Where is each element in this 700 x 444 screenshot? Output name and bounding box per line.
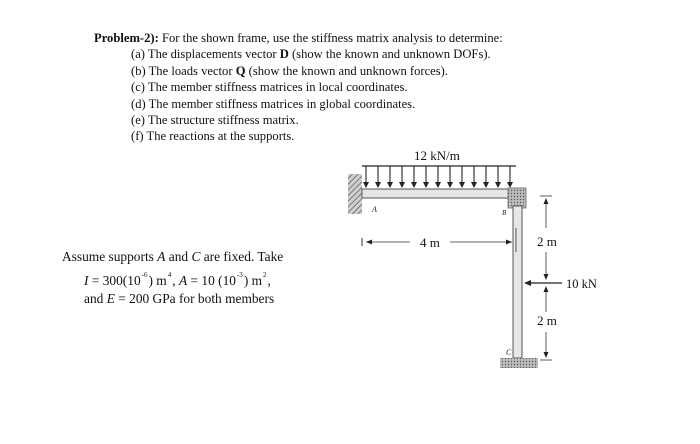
fixed-support-a-icon: [348, 174, 362, 214]
task-text: (show the known and unknown forces).: [245, 63, 448, 78]
text: are fixed. Take: [200, 249, 284, 264]
exponent: -6: [141, 271, 148, 279]
point-load-label: 10 kN: [566, 277, 597, 291]
task-text: (f) The reactions at the supports.: [131, 129, 295, 144]
assumption-line-properties: $I = 300(10^{-6})$ $m^4$, A = 10 $(10^{-3})$ $m^2$,: [84, 271, 271, 288]
task-text: (d) The member stiffness matrices in global coordinates.: [131, 96, 416, 111]
task-text: (e) The structure stiffness matrix.: [131, 113, 299, 128]
task-text: (c) The member stiffness matrices in local coordinates.: [131, 80, 408, 95]
node-a-label: A: [372, 205, 377, 214]
text: and: [165, 249, 192, 264]
text: ) m: [243, 273, 263, 288]
text: = 10 (10: [187, 273, 236, 288]
load-label: 12 kN/m: [414, 148, 460, 163]
task-text: (b) The loads vector: [131, 63, 236, 78]
lower-height-label: 2 m: [537, 313, 557, 328]
node-c-label: C: [506, 348, 512, 357]
symbol-e: E: [106, 291, 115, 306]
member-ab: [362, 189, 514, 198]
task-bold: Q: [235, 63, 246, 78]
fixed-support-c-icon: [500, 358, 538, 368]
point-load-arrow-icon: [524, 280, 531, 286]
symbol-a: A: [157, 249, 166, 264]
exponent: -3: [236, 271, 243, 279]
joint-b: [508, 188, 526, 208]
text: Assume supports: [62, 249, 158, 264]
exponent: 4: [167, 271, 172, 279]
symbol-c: C: [191, 249, 201, 264]
distributed-load: [362, 166, 516, 188]
symbol-i: I: [84, 273, 89, 288]
task-text: (show the known and unknown DOFs).: [288, 47, 491, 62]
point-load: [524, 280, 562, 286]
member-bc: [513, 206, 522, 358]
task-text: (a) The displacements vector: [131, 47, 280, 62]
text: = 300(10: [88, 273, 141, 288]
text: = 200 GPa for both members: [114, 291, 275, 306]
problem-title: Problem-2):: [94, 31, 159, 45]
symbol-area: A: [178, 273, 188, 288]
text: and: [84, 291, 107, 306]
task-bold: D: [279, 47, 289, 62]
text: ) m: [148, 273, 167, 288]
node-b-label: B: [502, 209, 507, 217]
exponent: 2: [263, 271, 267, 279]
height-dimension: [540, 196, 552, 360]
problem-intro: For the shown frame, use the stiffness matrix analysis to determine:: [161, 31, 503, 45]
upper-height-label: 2 m: [537, 234, 557, 249]
span-label: 4 m: [420, 235, 440, 250]
